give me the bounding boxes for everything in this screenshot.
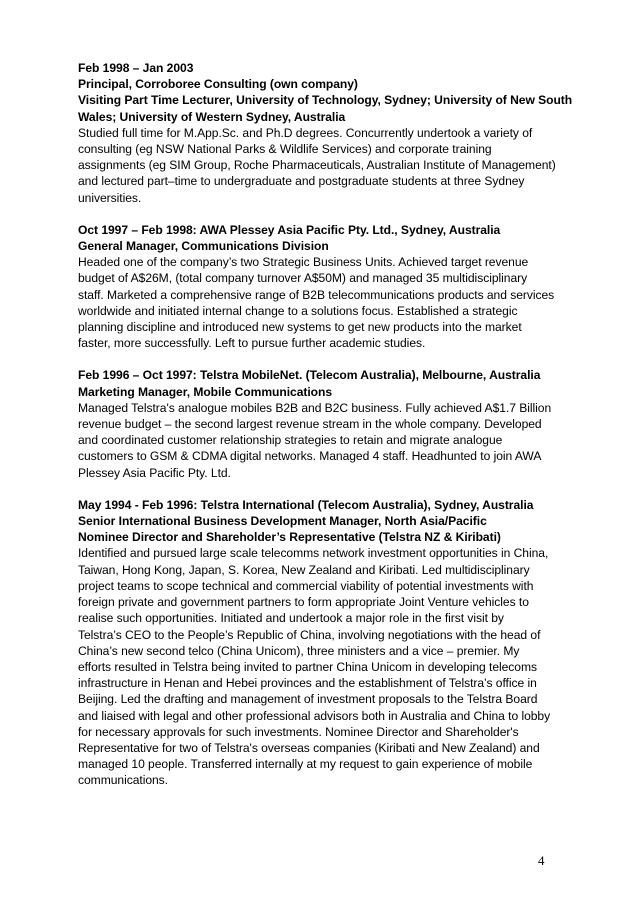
entry-body-line: universities. — [78, 190, 142, 205]
entry-body-line: Beijing. Led the drafting and management of investment proposals to the Telstra Board — [78, 692, 538, 707]
entry-body-line: efforts resulted in Telstra being invited to partner China Unicom in developing telecoms — [78, 659, 538, 674]
entry-body-line: faster, more successfully. Left to pursue further academic studies. — [78, 336, 426, 351]
entry-body-line: Identified and pursued large scale telecomms network investment opportunities in China, — [78, 546, 549, 561]
entry-body-line: revenue budget – the second largest revenue stream in the whole company. Developed — [78, 417, 542, 432]
entry-body-line: infrastructure in Henan and Hebei provinces and the establishment of Telstra’s office in — [78, 676, 537, 691]
entry-body-line: budget of A$26M, (total company turnover A$50M) and managed 35 multidisciplinary — [78, 271, 528, 286]
entry-body-line: planning discipline and introduced new systems to get new products into the market — [78, 320, 522, 335]
entry-body-line: Headed one of the company’s two Strategic Business Units. Achieved target revenue — [78, 255, 529, 270]
entry-body-line: project teams to scope technical and commercial viability of potential investments with — [78, 578, 534, 593]
entry-heading: Senior International Business Development Manager, North Asia/Pacific — [78, 514, 487, 529]
entry-body-line: Studied full time for M.App.Sc. and Ph.D degrees. Concurrently undertook a variety of — [78, 125, 533, 140]
career-entry-telstra-mobilenet — [78, 367, 560, 480]
entry-body-line: managed 10 people. Transferred internally at my request to gain experience of mobile — [78, 757, 533, 772]
entry-body-line: and coordinated customer relationship strategies to retain and migrate analogue — [78, 433, 503, 448]
entry-body-line: Representative for two of Telstra's overseas companies (Kiribati and New Zealand) and — [78, 740, 540, 755]
entry-body-line: Telstra’s CEO to the People’s Republic of China, involving negotiations with the head of — [78, 627, 541, 642]
entry-body-line: China’s new second telco (China Unicom), three ministers and a vice – premier. My — [78, 643, 520, 658]
entry-body-line: Managed Telstra's analogue mobiles B2B and B2C business. Fully achieved A$1.7 Billion — [78, 400, 552, 415]
career-entry-corroboree — [78, 60, 573, 206]
entry-heading: Feb 1996 – Oct 1997: Telstra MobileNet. (Telecom Australia), Melbourne, Australia — [78, 368, 541, 383]
entry-body-line: Taiwan, Hong Kong, Japan, S. Korea, New Zealand and Kiribati. Led multidisciplinary — [78, 562, 530, 577]
entry-heading: Marketing Manager, Mobile Communications — [78, 384, 333, 399]
entry-body-line: consulting (eg NSW National Parks & Wildlife Services) and corporate training — [78, 142, 492, 157]
entry-body-line: customers to GSM & CDMA digital networks. Managed 4 staff. Headhunted to join AWA — [78, 449, 542, 464]
entry-heading: May 1994 - Feb 1996: Telstra International (Telecom Australia), Sydney, Australia — [78, 497, 534, 512]
entry-body-line: staff. Marketed a comprehensive range of B2B telecommunications products and services — [78, 287, 555, 302]
entry-body-line: foreign private and government partners to form appropriate Joint Venture vehicles to — [78, 595, 529, 610]
entry-body-line: worldwide and initiated internal change to a solutions focus. Established a strategic — [78, 303, 518, 318]
entry-body-line: and lectured part–time to undergraduate and postgraduate students at three Sydney — [78, 174, 525, 189]
document-page — [78, 60, 573, 805]
page-number: 4 — [538, 853, 545, 868]
entry-body-line: realise such opportunities. Initiated and undertook a major role in the first visit by — [78, 611, 504, 626]
entry-heading: General Manager, Communications Division — [78, 239, 329, 254]
entry-body-line: and liaised with legal and other professional advisors both in Australia and China to lobby — [78, 708, 551, 723]
entry-heading: Visiting Part Time Lecturer, University of Technology, Sydney; University of New South — [78, 93, 573, 108]
entry-heading: Principal, Corroboree Consulting (own company) — [78, 77, 358, 92]
entry-body-line: communications. — [78, 773, 168, 788]
entry-body-line: assignments (eg SIM Group, Roche Pharmaceuticals, Australian Institute of Management) — [78, 158, 556, 173]
career-entry-awa-plessey — [78, 222, 560, 352]
entry-heading: Feb 1998 – Jan 2003 — [78, 61, 194, 75]
entry-heading: Wales; University of Western Sydney, Australia — [78, 109, 346, 124]
career-entry-telstra-international — [78, 497, 560, 789]
entry-heading: Oct 1997 – Feb 1998: AWA Plessey Asia Pacific Pty. Ltd., Sydney, Australia — [78, 222, 501, 237]
entry-body-line: Plessey Asia Pacific Pty. Ltd. — [78, 465, 231, 480]
entry-body-line: for necessary approvals for such investments. Nominee Director and Shareholder's — [78, 724, 519, 739]
entry-heading: Nominee Director and Shareholder’s Representative (Telstra NZ & Kiribati) — [78, 530, 501, 545]
